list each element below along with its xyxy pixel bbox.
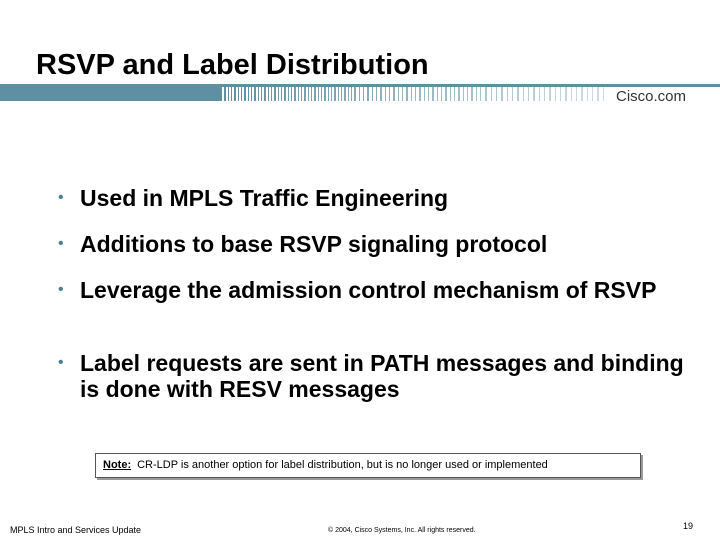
bullet-item bbox=[58, 231, 698, 257]
note-box bbox=[95, 453, 641, 478]
title-rule-graphic bbox=[0, 84, 720, 102]
bullet-item bbox=[58, 185, 698, 211]
bullet-text: Label requests are sent in PATH messages and binding is done with RESV messages bbox=[80, 350, 684, 402]
slide-title: RSVP and Label Distribution bbox=[36, 49, 429, 81]
bullet-item bbox=[58, 350, 698, 402]
bullet-marker: • bbox=[58, 281, 64, 298]
footer-copyright: © 2004, Cisco Systems, Inc. All rights reserved. bbox=[328, 527, 476, 534]
brand-logo-text: Cisco.com bbox=[616, 88, 687, 105]
note-text: CR-LDP is another option for label distribution, but is no longer used or implemented bbox=[137, 459, 548, 471]
footer-title: MPLS Intro and Services Update bbox=[10, 525, 142, 535]
bullet-item bbox=[58, 277, 698, 303]
bullet-marker: • bbox=[58, 189, 64, 206]
bullet-text: Leverage the admission control mechanism of RSVP bbox=[80, 277, 657, 303]
note-label: Note: bbox=[103, 459, 132, 471]
title-rule bbox=[0, 84, 720, 102]
bullet-text: Used in MPLS Traffic Engineering bbox=[80, 185, 449, 211]
page-number: 19 bbox=[683, 521, 694, 531]
bullet-text: Additions to base RSVP signaling protocol bbox=[80, 231, 548, 257]
bullet-marker: • bbox=[58, 235, 64, 252]
bullet-marker: • bbox=[58, 354, 64, 371]
